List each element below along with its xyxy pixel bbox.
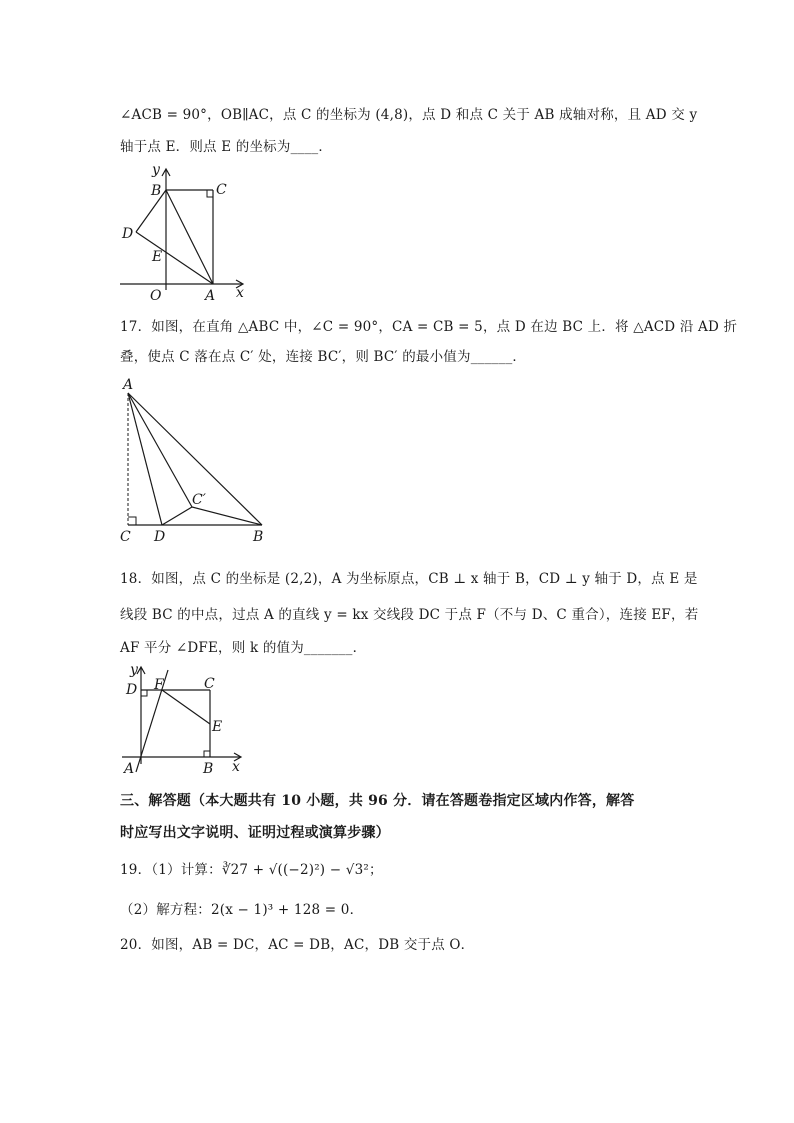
q18-label-y: y [130, 662, 138, 678]
q17-label-cprime: C′ [192, 492, 206, 508]
q18-line-3: AF 平分 ∠DFE，则 k 的值为_______． [120, 640, 367, 656]
q18-figure [112, 660, 252, 780]
q17-figure [112, 373, 277, 548]
q18-label-c: C [204, 676, 215, 692]
q16-line-2: 轴于点 E．则点 E 的坐标为____． [120, 139, 333, 155]
q18-line-1: 18．如图，点 C 的坐标是 (2,2)，A 为坐标原点，CB ⊥ x 轴于 B，CD ⊥ y 轴于 D，点 E 是 [120, 571, 698, 587]
q16-label-x: x [236, 285, 244, 301]
q16-label-o: O [150, 288, 162, 304]
q18-line-2: 线段 BC 的中点，过点 A 的直线 y = kx 交线段 DC 于点 F（不与 D、C 重合），连接 EF，若 [120, 607, 699, 623]
q17-label-a: A [123, 377, 134, 393]
q16-figure [112, 160, 262, 305]
section-3-heading-line-1: 三、解答题（本大题共有 10 小题，共 96 分．请在答题卷指定区域内作答，解答 [120, 793, 635, 809]
q18-label-d: D [126, 682, 138, 698]
q16-label-a: A [205, 288, 216, 304]
q17-label-c: C [120, 529, 131, 545]
q17-label-d: D [154, 529, 166, 545]
q18-label-e: E [212, 719, 223, 735]
q17-line-1: 17．如图，在直角 △ABC 中，∠C = 90°，CA = CB = 5，点 D 在边 BC 上．将 △ACD 沿 AD 折 [120, 319, 738, 335]
q16-label-e: E [152, 249, 163, 265]
q16-label-c: C [216, 182, 227, 198]
q16-line-1: ∠ACB = 90°，OB∥AC，点 C 的坐标为 (4,8)，点 D 和点 C 关于 AB 成轴对称，且 AD 交 y [120, 107, 698, 123]
q18-label-b: B [203, 761, 214, 777]
q16-label-y: y [152, 162, 160, 178]
q16-label-b: B [151, 183, 162, 199]
q18-label-a: A [124, 761, 135, 777]
q17-line-2: 叠，使点 C 落在点 C′ 处，连接 BC′，则 BC′ 的最小值为______． [120, 349, 527, 365]
q16-label-d: D [122, 226, 134, 242]
q17-label-b: B [253, 529, 264, 545]
q18-label-x: x [232, 759, 240, 775]
q18-label-f: F [154, 677, 164, 693]
q19-part-1: 19．（1）计算：∛27 + √((−2)²) − √3²； [120, 862, 383, 878]
q19-part-2: （2）解方程：2(x − 1)³ + 128 = 0． [120, 902, 364, 918]
q20-line-1: 20．如图，AB = DC，AC = DB，AC，DB 交于点 O． [120, 937, 475, 953]
section-3-heading-line-2: 时应写出文字说明、证明过程或演算步骤） [120, 825, 390, 841]
